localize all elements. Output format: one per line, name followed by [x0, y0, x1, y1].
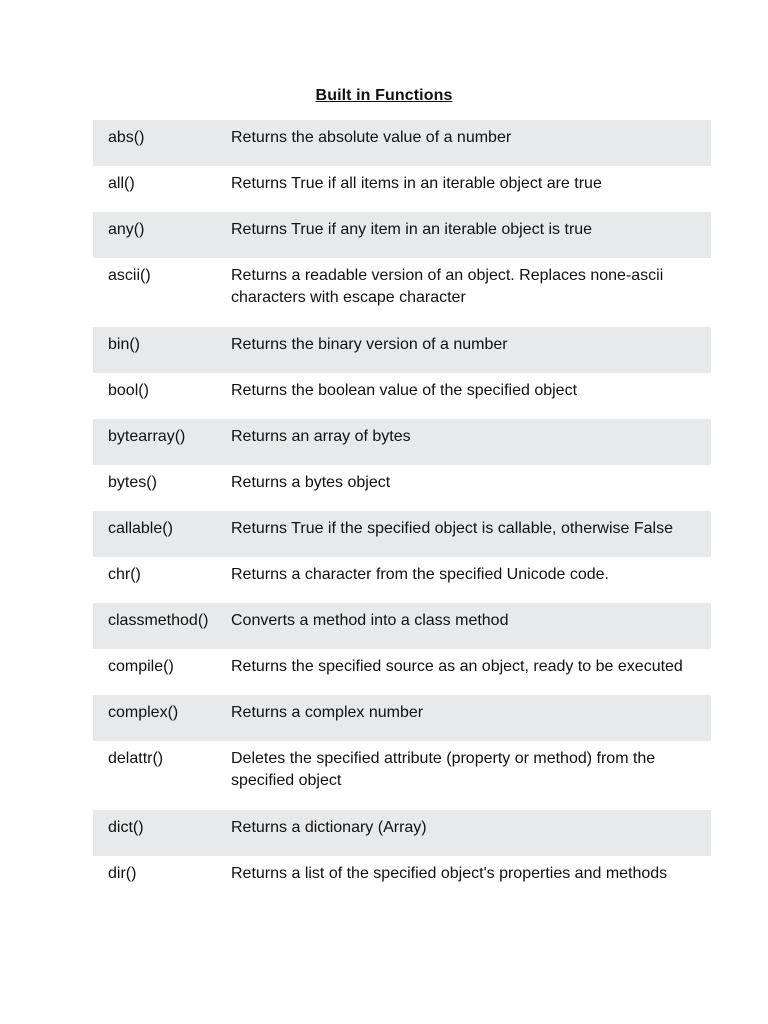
function-description: Deletes the specified attribute (property or method) from the specified object [231, 750, 656, 789]
function-name: any() [93, 212, 216, 258]
table-row [93, 465, 711, 511]
function-name: complex() [93, 695, 216, 741]
function-name: ascii() [108, 267, 151, 284]
function-description: Returns the absolute value of a number [216, 120, 711, 166]
function-name: abs() [93, 120, 216, 166]
table-row [93, 603, 711, 649]
table-row [93, 120, 711, 166]
table-row [93, 511, 711, 557]
function-name: dir() [108, 865, 137, 882]
function-name: bytes() [108, 474, 157, 491]
table-row [93, 695, 711, 741]
function-description: Converts a method into a class method [216, 603, 711, 649]
table-row [93, 166, 711, 212]
table-row [93, 741, 711, 810]
function-description: Returns a dictionary (Array) [216, 810, 711, 856]
function-description: Returns a complex number [216, 695, 711, 741]
table-row [93, 557, 711, 603]
function-description: Returns the binary version of a number [216, 327, 711, 373]
table-row [93, 649, 711, 695]
table-row [93, 327, 711, 373]
function-name: bytearray() [93, 419, 216, 465]
function-description: Returns an array of bytes [216, 419, 711, 465]
page-title: Built in Functions [315, 87, 453, 104]
function-name: callable() [93, 511, 216, 557]
function-description: Returns a list of the specified object's properties and methods [231, 865, 668, 882]
function-description: Returns a bytes object [231, 474, 391, 491]
function-name: all() [108, 175, 135, 192]
function-description: Returns True if any item in an iterable object is true [216, 212, 711, 258]
table-row [93, 810, 711, 856]
function-description: Returns the boolean value of the specified object [231, 382, 578, 399]
function-name: bin() [93, 327, 216, 373]
function-name: compile() [108, 658, 174, 675]
function-description: Returns True if the specified object is callable, otherwise False [216, 511, 711, 557]
function-name: classmethod() [93, 603, 216, 649]
table-row [93, 373, 711, 419]
table-row [93, 419, 711, 465]
table-row [93, 856, 711, 902]
function-name: delattr() [108, 750, 164, 767]
function-description: Returns True if all items in an iterable object are true [231, 175, 602, 192]
function-description: Returns a readable version of an object. Replaces none-ascii characters with escape character [231, 267, 664, 306]
function-name: chr() [108, 566, 141, 583]
function-name: dict() [93, 810, 216, 856]
function-description: Returns a character from the specified Unicode code. [231, 566, 609, 583]
table-row [93, 258, 711, 327]
function-name: bool() [108, 382, 149, 399]
function-description: Returns the specified source as an object, ready to be executed [231, 658, 683, 675]
functions-table [93, 120, 711, 902]
table-row [93, 212, 711, 258]
